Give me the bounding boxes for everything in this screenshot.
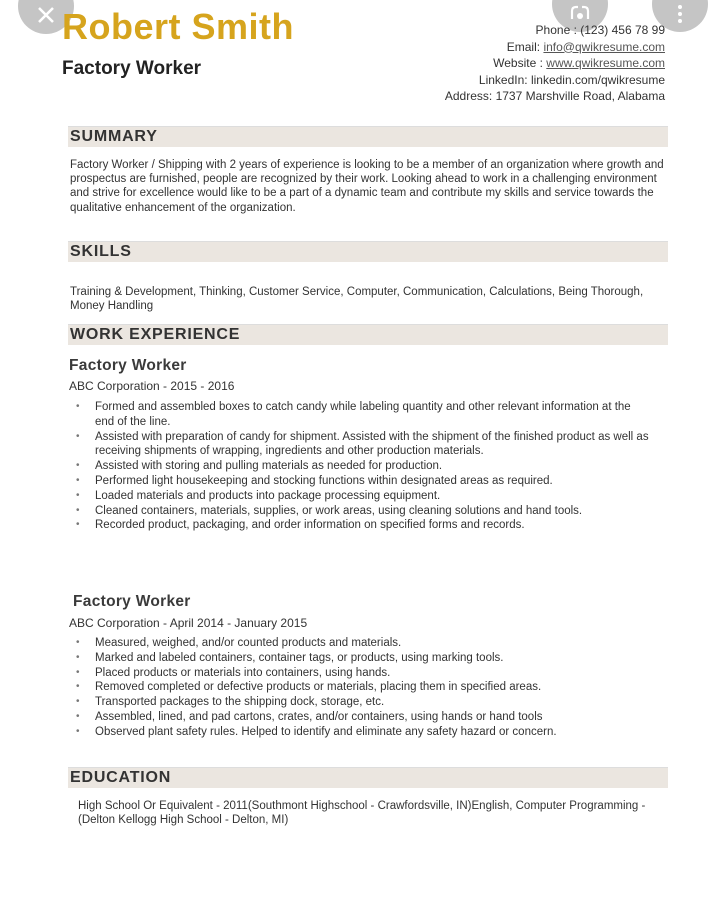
contact-email <box>445 39 665 56</box>
job-2-duties <box>76 636 652 740</box>
list-item: • Cleaned containers, materials, supplies, or work areas, using cleaning solutions and hand tools. <box>76 504 652 519</box>
summary-heading: SUMMARY <box>70 128 158 145</box>
experience-heading: WORK EXPERIENCE <box>70 326 241 343</box>
summary-text: Factory Worker / Shipping with 2 years of experience is looking to be a member of an organization where growth and prospectus are furnished, people are recognized by their work. Looking ahead to work in a challenging environment and strive for excellence would like to be a part of a dynamic team and contribute my skills and service towards the qualitative enhancement of the organization. <box>70 159 664 214</box>
list-item: • Loaded materials and products into package processing equipment. <box>76 489 652 504</box>
contact-website-link[interactable]: www.qwikresume.com <box>546 56 665 70</box>
contact-address <box>445 88 665 105</box>
contact-address-label: Address: <box>444 89 493 103</box>
list-item: • Measured, weighed, and/or counted products and materials. <box>76 636 652 651</box>
job-1-title: Factory Worker <box>69 357 187 374</box>
list-item: • Performed light housekeeping and stocking functions within designated areas as required. <box>76 474 652 489</box>
job-1-company: ABC Corporation - 2015 - 2016 <box>69 379 235 393</box>
contact-phone-value: (123) 456 78 99 <box>580 23 665 37</box>
job-2-title: Factory Worker <box>73 593 191 610</box>
education-heading: EDUCATION <box>70 769 172 786</box>
contact-email-link[interactable]: info@qwikresume.com <box>543 39 665 54</box>
job-1-duties <box>76 400 652 533</box>
list-item: • Removed completed or defective products or materials, placing them in specified areas. <box>76 680 652 695</box>
summary-heading-bar <box>68 126 668 147</box>
candidate-title: Factory Worker <box>62 58 202 79</box>
job-2-company: ABC Corporation - April 2014 - January 2015 <box>69 616 308 630</box>
contact-address-value: 1737 Marshville Road, Alabama <box>495 89 665 103</box>
candidate-name: Robert Smith <box>62 6 295 47</box>
experience-heading-bar <box>68 324 668 345</box>
list-item: • Transported packages to the shipping dock, storage, etc. <box>76 695 652 710</box>
skills-heading: SKILLS <box>70 243 132 260</box>
contact-phone-label: Phone : <box>535 23 577 37</box>
list-item: • Assisted with preparation of candy for shipment. Assisted with the shipment of the finished product as well as receiving shipments of wrapping, ingredients and other production materials. <box>76 430 652 460</box>
education-heading-bar <box>68 767 668 788</box>
contact-linkedin-value: linkedin.com/qwikresume <box>530 72 665 87</box>
contact-linkedin-label: LinkedIn: <box>478 72 528 87</box>
contact-email-label: Email: <box>506 39 541 54</box>
list-item: • Placed products or materials into containers, using hands. <box>76 666 652 681</box>
list-item: • Assembled, lined, and pad cartons, crates, and/or containers, using hands or hand tools <box>76 710 652 725</box>
contact-phone <box>445 22 665 39</box>
contact-linkedin <box>445 72 665 89</box>
list-item: • Assisted with storing and pulling materials as needed for production. <box>76 459 652 474</box>
contact-block <box>445 22 665 105</box>
skills-text: Training & Development, Thinking, Customer Service, Computer, Communication, Calculations, Being Thorough, Money Handling <box>70 286 644 313</box>
list-item: • Recorded product, packaging, and order information on specified forms and records. <box>76 518 652 533</box>
contact-website-label: Website : <box>493 56 543 70</box>
close-icon <box>36 5 56 25</box>
list-item: • Formed and assembled boxes to catch candy while labeling quantity and other relevant information at the end of the line. <box>76 400 652 430</box>
list-item: • Observed plant safety rules. Helped to identify and eliminate any safety hazard or concern. <box>76 725 652 740</box>
more-vertical-icon <box>677 3 683 23</box>
education-text: High School Or Equivalent - 2011(Southmont Highschool - Crawfordsville, IN)English, Computer Programming - (Delton Kellogg High School - Delton, MI) <box>78 800 646 827</box>
contact-website <box>445 55 665 72</box>
list-item: • Marked and labeled containers, container tags, or products, using marking tools. <box>76 651 652 666</box>
lens-icon <box>568 3 592 23</box>
skills-heading-bar <box>68 241 668 262</box>
